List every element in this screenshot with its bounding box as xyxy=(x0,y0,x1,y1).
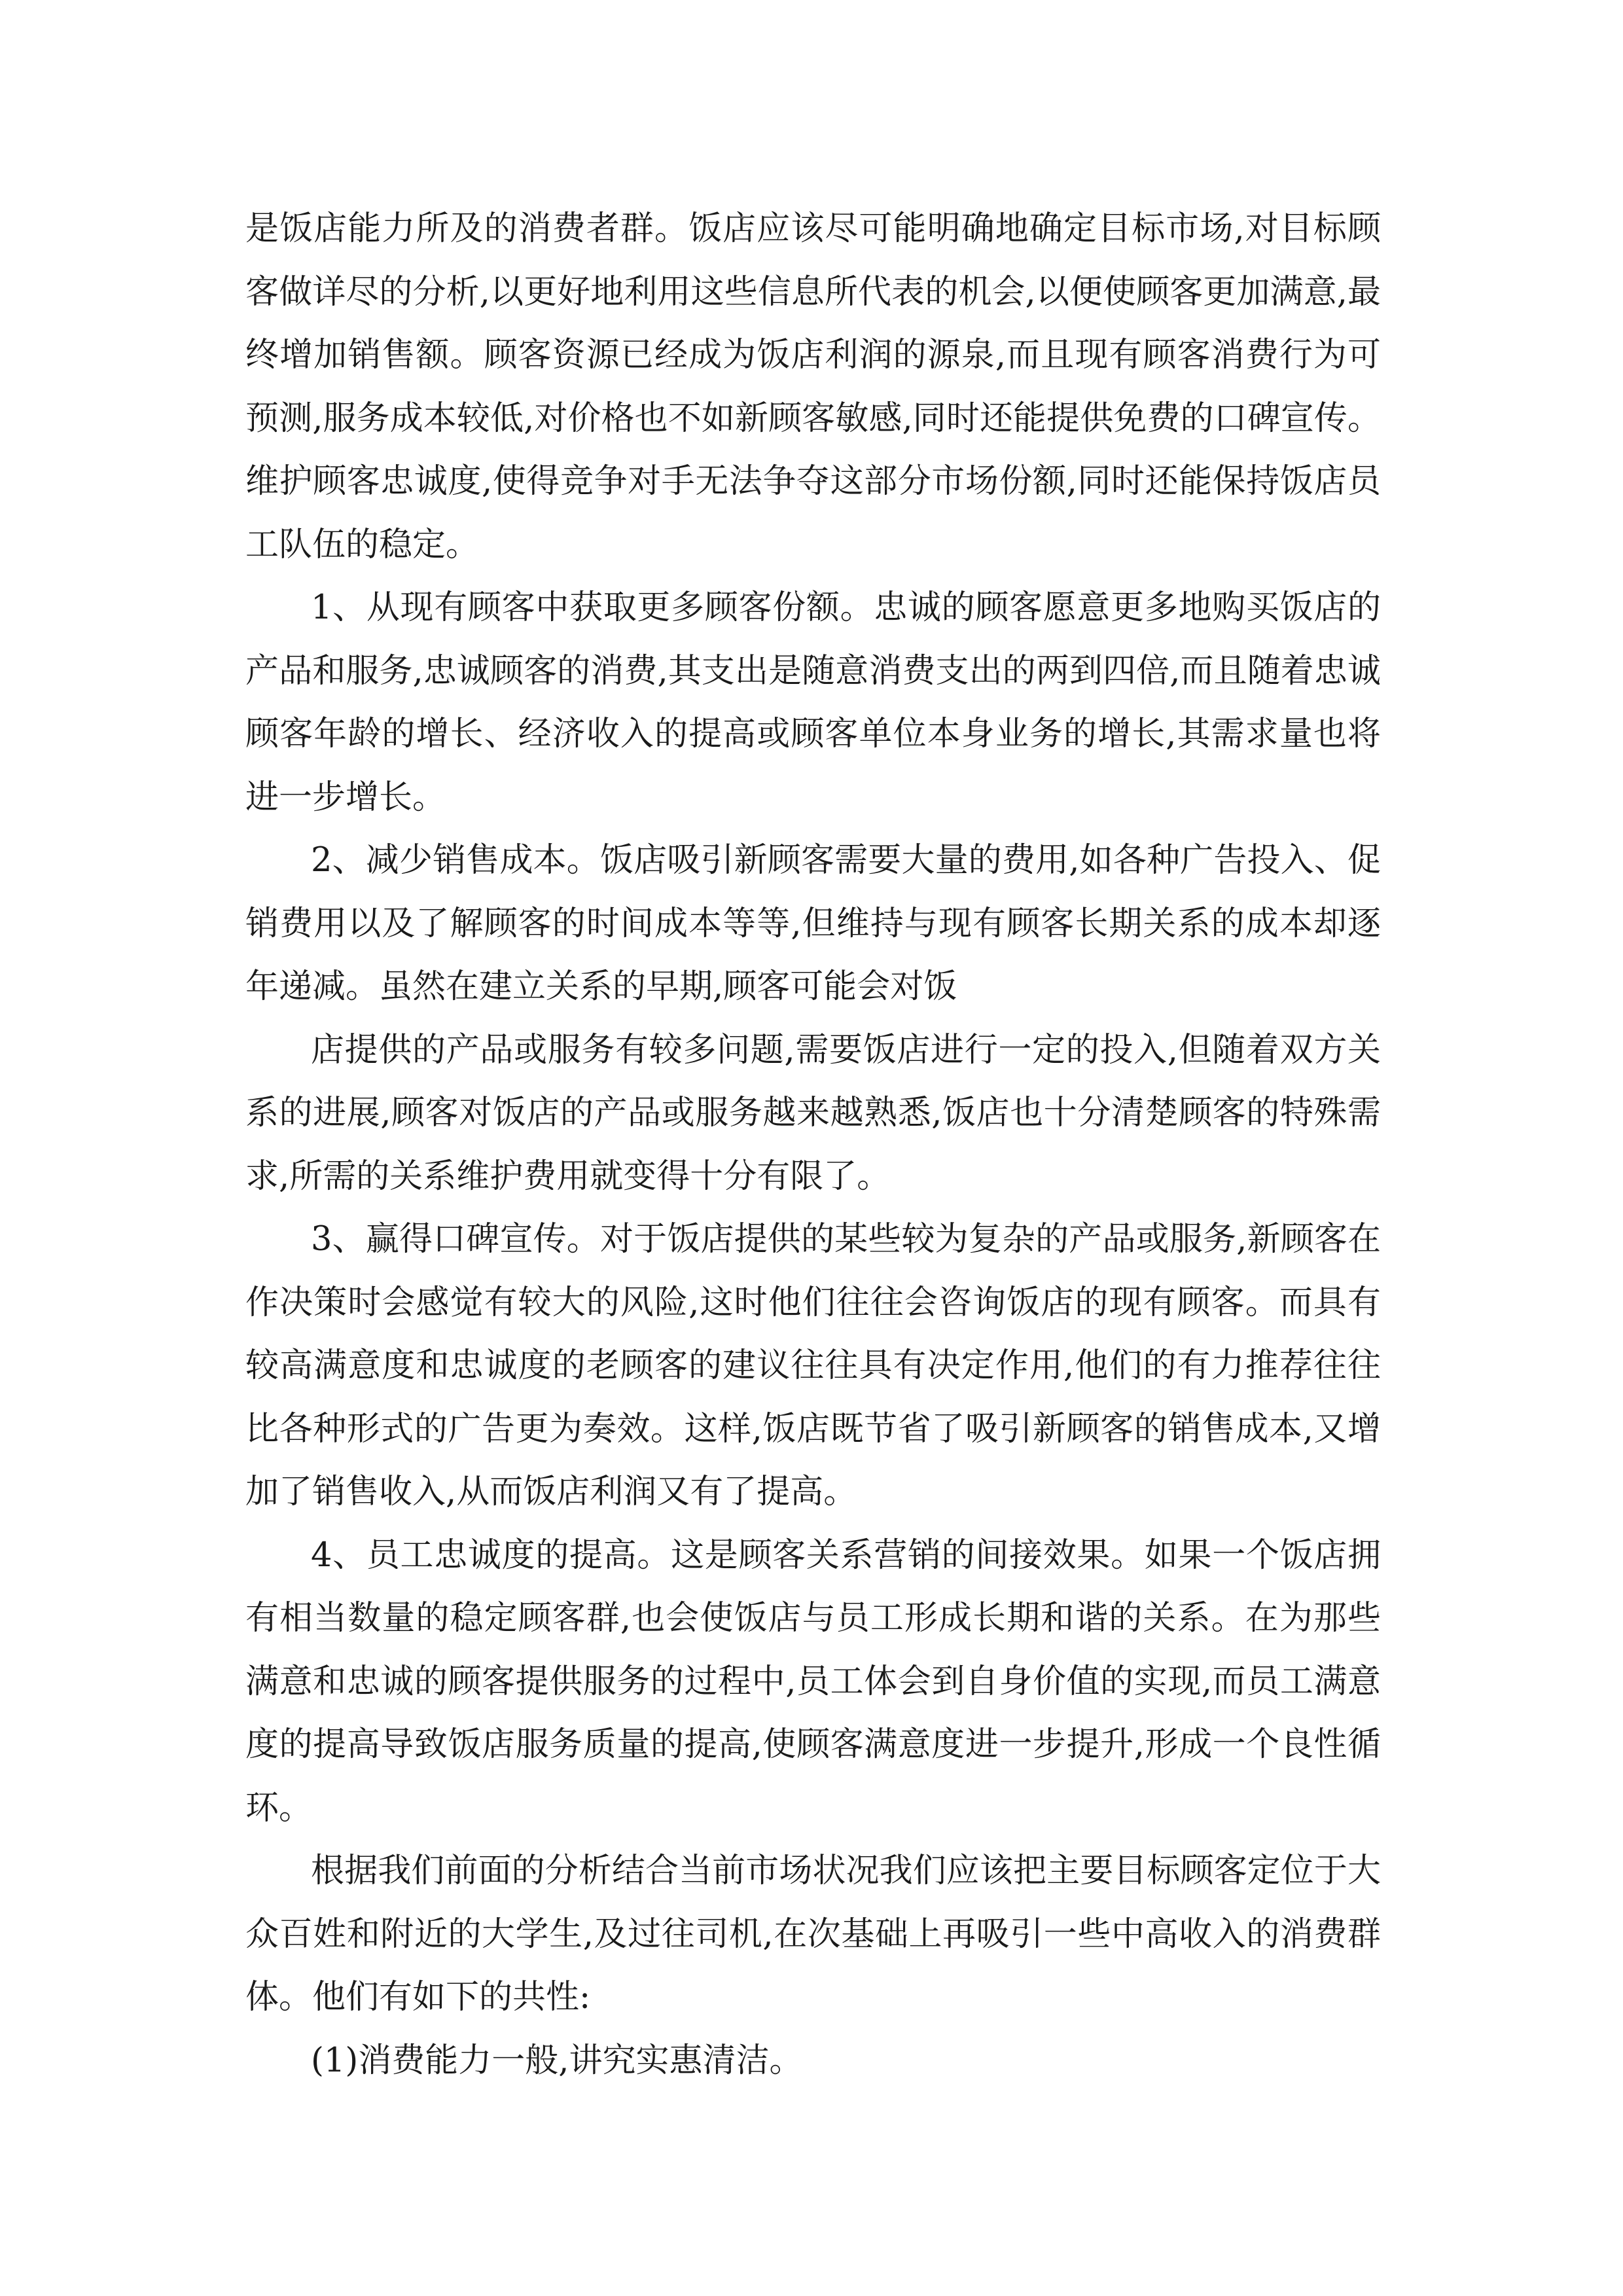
paragraph-target-market: 是饭店能力所及的消费者群。饭店应该尽可能明确地确定目标市场,对目标顾客做详尽的分析,以更好地利用这些信息所代表的机会,以便使顾客更加满意,最终增加销售额。顾客资源已经成为饭店利润的源泉,而且现有顾客消费行为可预测,服务成本较低,对价格也不如新顾客敏感,同时还能提供免费的口碑宣传。维护顾客忠诚度,使得竞争对手无法争夺这部分市场份额,同时还能保持饭店员工队伍的稳定。 xyxy=(245,209,1381,564)
paragraph-positioning: 根据我们前面的分析结合当前市场状况我们应该把主要目标顾客定位于大众百姓和附近的大学生,及过往司机,在次基础上再吸引一些中高收入的消费群体。他们有如下的共性: xyxy=(245,1852,1381,2017)
paragraph-point-2-continued: 店提供的产品或服务有较多问题,需要饭店进行一定的投入,但随着双方关系的进展,顾客对饭店的产品或服务越来越熟悉,饭店也十分清楚顾客的特殊需求,所需的关系维护费用就变得十分有限了。 xyxy=(245,1030,1381,1196)
paragraph-point-1: 1、从现有顾客中获取更多顾客份额。忠诚的顾客愿意更多地购买饭店的产品和服务,忠诚顾客的消费,其支出是随意消费支出的两到四倍,而且随着忠诚顾客年龄的增长、经济收入的提高或顾客单位本身业务的增长,其需求量也将进一步增长。 xyxy=(245,588,1381,817)
paragraph-trait-1: (1)消费能力一般,讲究实惠清洁。 xyxy=(311,2041,803,2080)
paragraph-point-3: 3、赢得口碑宣传。对于饭店提供的某些较为复杂的产品或服务,新顾客在作决策时会感觉有较大的风险,这时他们往往会咨询饭店的现有顾客。而具有较高满意度和忠诚度的老顾客的建议往往具有决定作用,他们的有力推荐往往比各种形式的广告更为奏效。这样,饭店既节省了吸引新顾客的销售成本,又增加了销售收入,从而饭店利润又有了提高。 xyxy=(245,1220,1381,1511)
document-body xyxy=(245,198,1381,2092)
paragraph-point-4: 4、员工忠诚度的提高。这是顾客关系营销的间接效果。如果一个饭店拥有相当数量的稳定顾客群,也会使饭店与员工形成长期和谐的关系。在为那些满意和忠诚的顾客提供服务的过程中,员工体会到自身价值的实现,而员工满意度的提高导致饭店服务质量的提高,使顾客满意度进一步提升,形成一个良性循环。 xyxy=(245,1535,1381,1827)
paragraph-point-2: 2、减少销售成本。饭店吸引新顾客需要大量的费用,如各种广告投入、促销费用以及了解顾客的时间成本等等,但维持与现有顾客长期关系的成本却逐年递减。虽然在建立关系的早期,顾客可能会对饭 xyxy=(245,841,1381,1006)
